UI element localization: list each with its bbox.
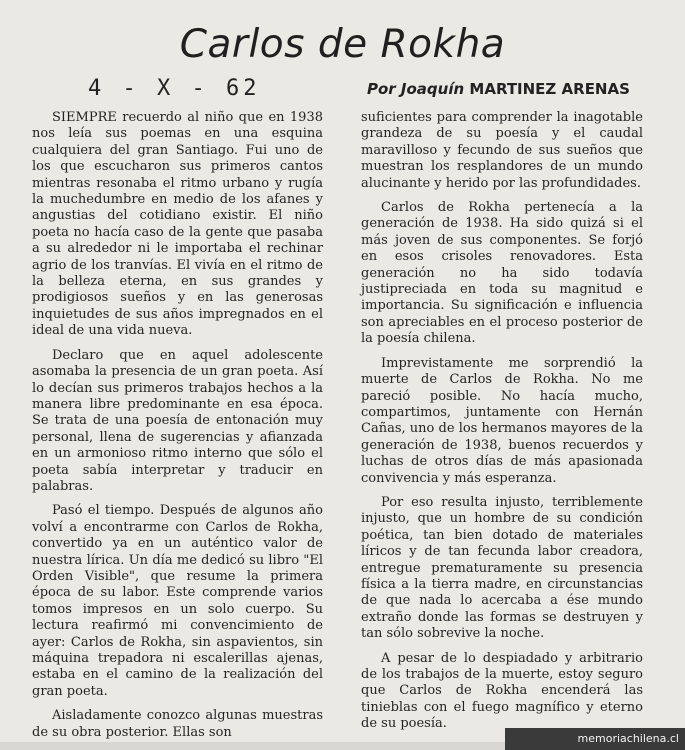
article-byline — [367, 80, 630, 98]
paragraph: Pasó el tiempo. Después de algunos año volví a encontrarme con Carlos de Rokha, convertido ya en un auténtico valor de nuestra lírica. Un día me dedicó su libro "El Orden Visible", que resume la primera época de su labor. Este comprende varios tomos impresos en un solo cuerpo. Su lectura reafirmó mi convencimiento de ayer: Carlos de Rokha, sin aspavientos, sin máquina trepadora ni escalerillas ajenas, estaba en el camino de la realización del gran poeta. — [32, 503, 323, 699]
left-column — [32, 110, 323, 749]
paragraph: Declaro que en aquel adolescente asomaba la presencia de un gran poeta. Así lo decían sus primeros trabajos hechos a la manera libre predominante en esa época. Se trata de una poesía de entonación muy personal, llena de sugerencias y afianzada en un armonioso ritmo interno que sólo el poeta sabía interpretar y traducir en palabras. — [32, 347, 323, 494]
article-date: 4 - X - 62 — [88, 76, 261, 101]
article-title: Carlos de Rokha — [179, 22, 506, 67]
paragraph: Carlos de Rokha pertenecía a la generación de 1938. Ha sido quizá si el más joven de sus componentes. Se forjó en esos crisoles renovadores. Esta generación no ha sido todavía justipreciada en toda su magnitud e importancia. Su significación e influencia son apreciables en el proceso posterior de la poesía chilena. — [361, 200, 643, 347]
paragraph: Aisladamente conozco algunas muestras de su obra posterior. Ellas son — [32, 708, 323, 740]
byline-prefix: Por Joaquín — [367, 80, 465, 98]
paragraph: Imprevistamente me sorprendió la muerte de Carlos de Rokha. No me pareció posible. No hacía mucho, compartimos, juntamente con Hernán Cañas, uno de los hermanos mayores de la generación de 1938, buenos recuerdos y luchas de otros días de más apasionada convivencia y más esperanza. — [361, 355, 643, 486]
byline-author: MARTINEZ ARENAS — [469, 80, 630, 98]
paragraph: A pesar de lo despiadado y arbitrario de los trabajos de la muerte, estoy seguro que Carlos de Rokha encenderá las tinieblas con el fuego magnífico y eterno de su poesía. — [361, 650, 643, 732]
paragraph: SIEMPRE recuerdo al niño que en 1938 nos leía sus poemas en una esquina cualquiera del gran Santiago. Fui uno de los que escucharon sus primeros cantos mientras resonaba el ritmo urbano y rugía la muchedumbre en medio de los afanes y angustias del cotidiano existir. El niño poeta no hacía caso de la gente que pasaba a su alrededor ni le importaba el rechinar agrio de los tranvías. El vivía en el ritmo de la belleza eterna, en sus grandes y prodigiosos sueños y en las generosas inquietudes de sus años impregnados en el ideal de una vida nueva. — [32, 110, 323, 339]
watermark[interactable]: memoriachilena.cl — [505, 728, 685, 750]
paragraph: Por eso resulta injusto, terriblemente injusto, que un hombre de su condición poética, tan bien dotado de materiales líricos y de tan fecunda labor creadora, entregue prematuramente su presencia física a la tierra madre, en circunstancias de que nada lo acercaba a ése mundo extraño donde las formas se destruyen y tan sólo sobrevive la noche. — [361, 494, 643, 642]
right-column — [361, 110, 643, 741]
paragraph: suficientes para comprender la inagotable grandeza de su poesía y el caudal maravilloso y fecundo de sus sueños que muestran los resplandores de un mundo alucinante y herido por las profundidades. — [361, 110, 643, 191]
